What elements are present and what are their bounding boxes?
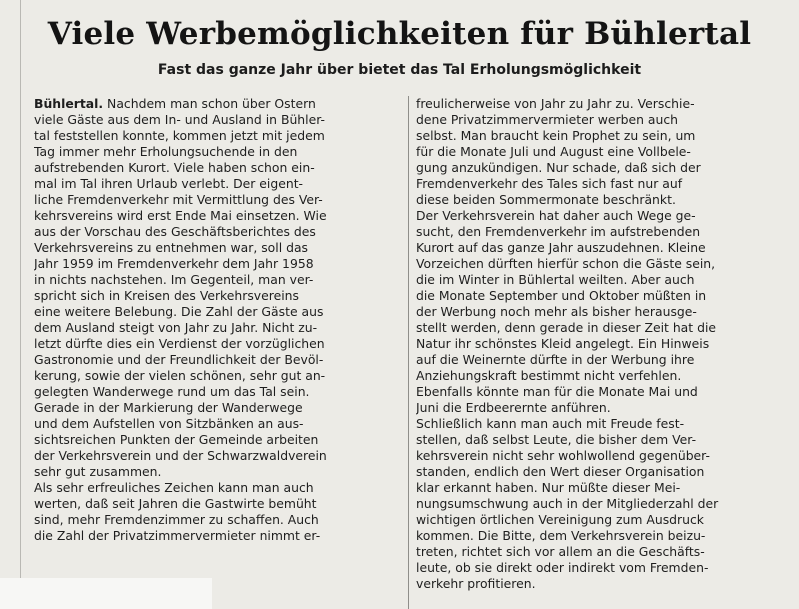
text-line: Juni die Erdbeerernte anführen.: [416, 400, 611, 415]
text-line: [34, 96, 398, 112]
text-line: verkehr profitieren.: [416, 576, 536, 591]
text-line: aufstrebenden Kurort. Viele haben schon ein-: [34, 160, 315, 175]
text-line: selbst. Man braucht kein Prophet zu sein, um: [416, 128, 696, 143]
text-line: Schließlich kann man auch mit Freude fest-: [416, 416, 685, 431]
text-line: die im Winter in Bühlertal weilten. Aber auch: [416, 272, 695, 287]
text-line: Gerade in der Markierung der Wanderwege: [34, 400, 303, 415]
text-line: Der Verkehrsverein hat daher auch Wege ge-: [416, 208, 696, 223]
text-line: sind, mehr Fremdenzimmer zu schaffen. Auch: [34, 512, 319, 527]
column-divider: [408, 96, 409, 609]
text-line: kerung, sowie der vielen schönen, sehr gut an-: [34, 368, 326, 383]
text-line: auf die Weinernte dürfte in der Werbung ihre: [416, 352, 695, 367]
text-line: der Werbung noch mehr als bisher herausge-: [416, 304, 697, 319]
text-line: leute, ob sie direkt oder indirekt vom Fremden-: [416, 560, 709, 575]
text-line: Fremdenverkehr des Tales sich fast nur auf: [416, 176, 683, 191]
text-line: und dem Aufstellen von Sitzbänken an aus-: [34, 416, 304, 431]
text-line: gelegten Wanderwege rund um das Tal sein.: [34, 384, 310, 399]
text-line: eine weitere Belebung. Die Zahl der Gäste aus: [34, 304, 324, 319]
text-line: werten, daß seit Jahren die Gastwirte bemüht: [34, 496, 317, 511]
text-line: diese beiden Sommermonate beschränkt.: [416, 192, 676, 207]
text-line: gung anzukündigen. Nur schade, daß sich der: [416, 160, 701, 175]
page-edge-rule: [20, 0, 21, 600]
text-line: sehr gut zusammen.: [34, 464, 162, 479]
text-line: Tag immer mehr Erholungsuchende in den: [34, 144, 298, 159]
subheadline: Fast das ganze Jahr über bietet das Tal Erholungsmöglichkeit: [157, 62, 642, 78]
text-line: tal feststellen konnte, kommen jetzt mit jedem: [34, 128, 325, 143]
article-column-left: [34, 96, 398, 544]
text-line: liche Fremdenverkehr mit Vermittlung des Ver-: [34, 192, 323, 207]
text-line: Gastronomie und der Freundlichkeit der Bevöl-: [34, 352, 324, 367]
text-line: aus der Vorschau des Geschäftsberichtes des: [34, 224, 316, 239]
text-line: dem Ausland steigt von Jahr zu Jahr. Nicht zu-: [34, 320, 318, 335]
text-line: in nichts nachstehen. Im Gegenteil, man ver-: [34, 272, 314, 287]
text-line: für die Monate Juli und August eine Vollbele-: [416, 144, 691, 159]
text-line: Ebenfalls könnte man für die Monate Mai und: [416, 384, 698, 399]
text-line: Jahr 1959 im Fremdenverkehr dem Jahr 1958: [34, 256, 314, 271]
dateline: Bühlertal.: [34, 96, 104, 111]
text-line: standen, endlich den Wert dieser Organisation: [416, 464, 705, 479]
text-line: Als sehr erfreuliches Zeichen kann man auch: [34, 480, 314, 495]
headline: Viele Werbemöglichkeiten für Bühlertal: [47, 16, 752, 52]
text-line: stellen, daß selbst Leute, die bisher dem Ver-: [416, 432, 697, 447]
text-line: Vorzeichen dürften hierfür schon die Gäste sein,: [416, 256, 716, 271]
text-line: kehrsverein nicht sehr wohlwollend gegenüber-: [416, 448, 710, 463]
text-line: treten, richtet sich vor allem an die Geschäfts-: [416, 544, 705, 559]
text-line: kommen. Die Bitte, dem Verkehrsverein beizu-: [416, 528, 706, 543]
text-line: dene Privatzimmervermieter werben auch: [416, 112, 679, 127]
text-line: klar erkannt haben. Nur müßte dieser Mei-: [416, 480, 681, 495]
text-line: sichtsreichen Punkten der Gemeinde arbeiten: [34, 432, 319, 447]
text-line: Verkehrsvereins zu entnehmen war, soll das: [34, 240, 308, 255]
text-line: stellt werden, denn gerade in dieser Zeit hat die: [416, 320, 717, 335]
text-line: Natur ihr schönstes Kleid angelegt. Ein Hinweis: [416, 336, 710, 351]
text-line: die Monate September und Oktober müßten in: [416, 288, 707, 303]
text-line: der Verkehrsverein und der Schwarzwaldverein: [34, 448, 327, 463]
text-line: letzt dürfte dies ein Verdienst der vorzüglichen: [34, 336, 325, 351]
text-line: wichtigen örtlichen Vereinigung zum Ausdruck: [416, 512, 704, 527]
blank-area: [0, 578, 212, 609]
text-line: viele Gäste aus dem In- und Ausland in Bühler-: [34, 112, 325, 127]
text-line-content: Nachdem man schon über Ostern: [107, 96, 316, 111]
text-line: kehrsvereins wird erst Ende Mai einsetzen. Wie: [34, 208, 327, 223]
text-line: Anziehungskraft bestimmt nicht verfehlen.: [416, 368, 682, 383]
text-line: Kurort auf das ganze Jahr auszudehnen. Kleine: [416, 240, 706, 255]
text-line: die Zahl der Privatzimmervermieter nimmt er-: [34, 528, 321, 543]
text-line: freulicherweise von Jahr zu Jahr zu. Verschie-: [416, 96, 695, 111]
text-line: spricht sich in Kreisen des Verkehrsvereins: [34, 288, 299, 303]
text-line: mal im Tal ihren Urlaub verlebt. Der eigent-: [34, 176, 304, 191]
text-line: sucht, den Fremdenverkehr im aufstrebenden: [416, 224, 701, 239]
text-line: nungsumschwung auch in der Mitgliederzahl der: [416, 496, 719, 511]
article-column-right: [416, 96, 784, 592]
